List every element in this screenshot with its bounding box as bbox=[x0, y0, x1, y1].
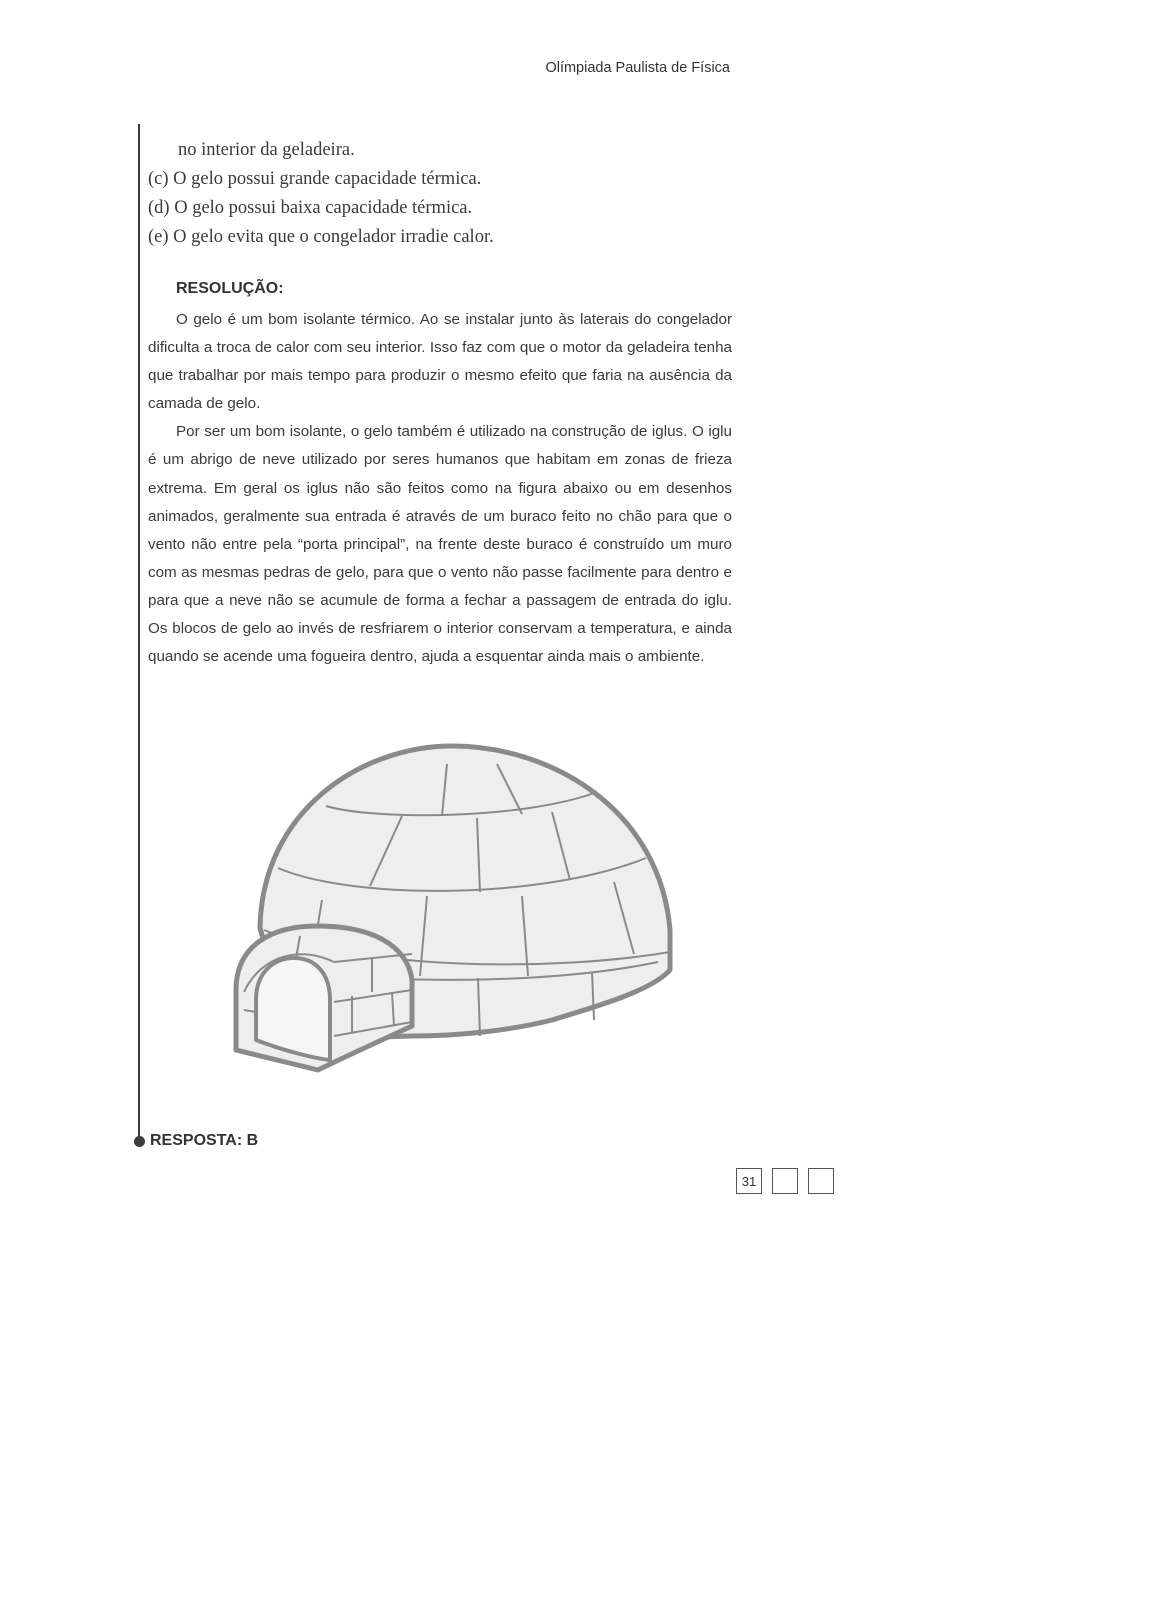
page-number-boxes bbox=[736, 1168, 834, 1194]
option-e bbox=[148, 223, 748, 252]
option-e-text: O gelo evita que o congelador irradie calor. bbox=[173, 227, 494, 247]
option-d bbox=[148, 194, 748, 223]
option-d-text: O gelo possui baixa capacidade térmica. bbox=[174, 198, 473, 218]
page-number: 31 bbox=[736, 1168, 762, 1194]
question-continuation: no interior da geladeira. bbox=[178, 140, 355, 160]
igloo-illustration bbox=[222, 740, 692, 1085]
question-options bbox=[148, 136, 748, 252]
answer-label: RESPOSTA: B bbox=[150, 1132, 259, 1149]
resolution-body bbox=[148, 306, 732, 671]
option-c-text: O gelo possui grande capacidade térmica. bbox=[173, 169, 482, 189]
page-box-empty bbox=[772, 1168, 798, 1194]
resolution-paragraph: O gelo é um bom isolante térmico. Ao se instalar junto às laterais do congelador dificulta a troca de calor com seu interior. Isso faz com que o motor da geladeira tenha que trabalhar por mais tempo para produzir o mesmo efeito que faria na ausência da camada de gelo. bbox=[148, 311, 732, 413]
option-c bbox=[148, 165, 748, 194]
option-e-label: (e) bbox=[148, 227, 169, 247]
page-box-empty bbox=[808, 1168, 834, 1194]
option-d-label: (d) bbox=[148, 198, 170, 218]
resolution-paragraph: Por ser um bom isolante, o gelo também é utilizado na construção de iglus. O iglu é um abrigo de neve utilizado por seres humanos que habitam em zonas de frieza extrema. Em geral os iglus não são feitos como na figura abaixo ou em desenhos animados, geralmente sua entrada é através de um buraco feito no chão para que o vento não entre pela “porta principal”, na frente deste buraco é construído um muro com as mesmas pedras de gelo, para que o vento não passe facilmente para dentro e para que a neve não se acumule de forma a fechar a passagem de entrada do iglu. Os blocos de gelo ao invés de resfriarem o interior conservam a temperatura, e ainda quando se acende uma fogueira dentro, ajuda a esquentar ainda mais o ambiente. bbox=[148, 423, 732, 666]
running-header: Olímpiada Paulista de Física bbox=[545, 60, 730, 76]
margin-bullet bbox=[134, 1136, 145, 1147]
margin-rule bbox=[138, 124, 140, 1142]
resolution-heading: RESOLUÇÃO: bbox=[176, 280, 284, 297]
option-c-label: (c) bbox=[148, 169, 169, 189]
